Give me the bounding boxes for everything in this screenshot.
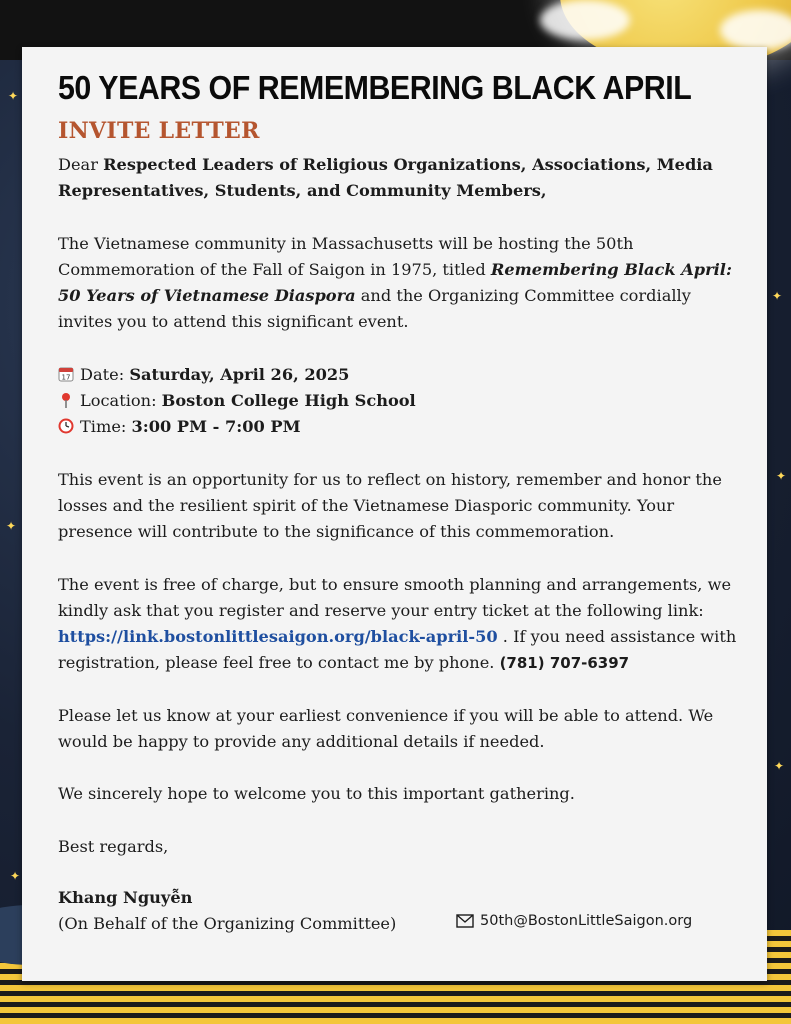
intro-paragraph <box>58 231 738 336</box>
intro-text-end: and the Organizing Committee cordially invites you to attend this significant event. <box>58 286 691 332</box>
location-line <box>58 391 416 410</box>
closing: Best regards, <box>58 836 169 856</box>
signature-block <box>58 885 396 938</box>
location-label: Location: <box>80 391 162 411</box>
event-details <box>58 362 738 441</box>
contact-email-text: 50th@BostonLittleSaigon.org <box>480 913 693 929</box>
date-label: Date: <box>80 364 130 384</box>
event-name: Remembering Black April: 50 Years of Vietnamese Diaspora <box>58 259 732 306</box>
star-decoration: ✦ <box>10 869 21 883</box>
clock-icon <box>58 418 74 434</box>
cloud-decoration <box>720 10 791 50</box>
time-label: Time: <box>80 417 132 437</box>
pin-icon <box>58 392 74 408</box>
signature-role: (On Behalf of the Organizing Committee) <box>58 914 397 934</box>
reflect-paragraph: This event is an opportunity for us to reflect on history, remember and honor the losses and the resilient spirit of the Vietnamese Diasporic community. Your presence will contribute to the significance of this commemoration. <box>58 469 722 542</box>
star-decoration: ✦ <box>6 519 17 533</box>
greeting <box>58 152 738 205</box>
registration-link[interactable]: https://link.bostonlittlesaigon.org/black-april-50 <box>58 627 498 647</box>
hope-paragraph: We sincerely hope to welcome you to this important gathering. <box>58 784 575 804</box>
date-line <box>58 365 349 384</box>
register-text-end: . If you need assistance with registration, please feel free to contact me by phone. <box>58 627 737 673</box>
register-paragraph <box>58 572 738 677</box>
signature-name: Khang Nguyễn <box>58 888 193 907</box>
letter-body <box>58 152 738 860</box>
contact-email[interactable] <box>456 913 692 929</box>
location-value: Boston College High School <box>161 391 416 411</box>
calendar-icon <box>58 366 74 382</box>
greeting-recipients: Respected Leaders of Religious Organizations, Associations, Media Representatives, Students, and Community Members, <box>58 155 713 201</box>
invite-letter <box>22 47 767 981</box>
time-value: 3:00 PM - 7:00 PM <box>131 417 301 437</box>
phone-number[interactable]: (781) 707-6397 <box>499 654 630 673</box>
register-text: The event is free of charge, but to ensure smooth planning and arrangements, we kindly ask that you register and reserve your entry ticket at the following link: <box>58 574 732 620</box>
star-decoration: ✦ <box>774 759 785 773</box>
date-value: Saturday, April 26, 2025 <box>129 364 350 384</box>
svg-text:17: 17 <box>61 373 71 382</box>
greeting-prefix: Dear <box>58 155 104 174</box>
cloud-decoration <box>540 0 630 40</box>
intro-text: The Vietnamese community in Massachusetts will be hosting the 50th Commemoration of the Fall of Saigon in 1975, titled <box>58 233 634 279</box>
letter-subtitle: INVITE LETTER <box>58 118 260 144</box>
letter-title: 50 YEARS OF REMEMBERING BLACK APRIL <box>58 69 692 106</box>
star-decoration: ✦ <box>8 89 19 103</box>
star-decoration: ✦ <box>772 289 783 303</box>
envelope-icon <box>456 914 474 928</box>
star-decoration: ✦ <box>776 469 787 483</box>
rsvp-paragraph: Please let us know at your earliest convenience if you will be able to attend. We would be happy to provide any additional details if needed. <box>58 705 714 752</box>
time-line <box>58 417 301 436</box>
